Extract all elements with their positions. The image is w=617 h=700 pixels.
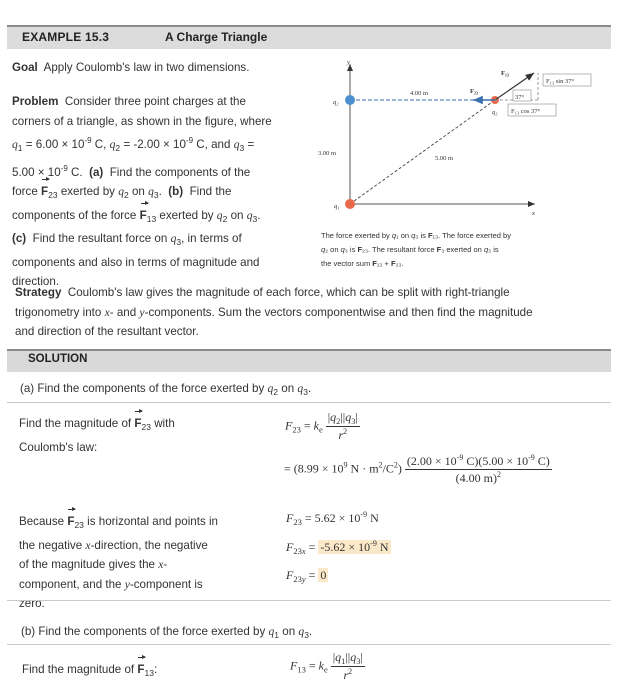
y-axis-label: y — [347, 59, 350, 66]
dist-300-label: 3.00 m — [318, 150, 337, 157]
find-magnitude-f13: Find the magnitude of $F_{13}$: — [22, 660, 157, 684]
q1-label: q₁ — [334, 203, 340, 210]
example-title: A Charge Triangle — [165, 30, 268, 44]
dist-400-label: 4.00 m — [410, 90, 429, 97]
numeric-substitution: = ($8.99 \times 10^9$ $N \cdot m^2/C^2$) $\frac{(2.00 \times 10^{-9} C)(5.00 \times 10^{-9} C)}{(4.00 m)^2}$ — [284, 453, 550, 485]
because-explanation: Because $F_{23}$ is horizontal and points in the negative x-direction, the negative of the magnitude gives the x- component, and the y-component is zero. — [19, 512, 249, 614]
q2-label: q₂ — [333, 99, 339, 106]
charge-q2 — [345, 95, 355, 105]
solution-label: SOLUTION — [28, 353, 88, 365]
strategy-text: Strategy Coulomb's law gives the magnitude of each force, which can be split with right-triangle trigonometry into x- and y-components. Sum the vectors componentwise and then find the magnitude and direction of the resultant vector. — [15, 286, 533, 338]
dist-500-label: 5.00 m — [435, 155, 454, 162]
f23-result: $F_{23} = 5.62 \times 10^{-9}$ N — [286, 510, 379, 527]
charge-q1 — [345, 199, 355, 209]
divider-b — [7, 600, 611, 601]
x-axis-label: x — [532, 210, 535, 217]
example-number: EXAMPLE 15.3 — [22, 30, 110, 44]
divider-c — [7, 644, 611, 645]
divider-a — [7, 402, 611, 403]
find-magnitude-f23: Find the magnitude of $F_{23}$ with Coulomb's law: — [19, 414, 175, 457]
goal: Goal Apply Coulomb's law in two dimensions. — [12, 61, 250, 74]
f23-label: F₂₃ — [470, 88, 478, 95]
charge-triangle-figure — [310, 52, 610, 222]
f23x-result: $F_{23x} = -5.62 \times 10^{-9}$ N — [286, 539, 389, 556]
coulomb-formula-b: $F_{13} = k_e$ $\frac{|q_1||q_3|}{r^2}$ — [290, 650, 363, 682]
sin-label: F₁₃ sin 37° — [546, 78, 575, 85]
coulomb-formula-a: $F_{23} = k_e$ $\frac{|q_2||q_3|}{r^2}$ — [285, 410, 358, 442]
f23y-result: $F_{23y} = 0$ — [286, 568, 327, 584]
part-b-question: (b) Find the components of the force exerted by $q_1$ on $q_3$. — [21, 625, 313, 640]
f13-label: F₁₃ — [501, 70, 509, 77]
figure-caption: The force exerted by q₁ on q₃ is F₁₃. The force exerted by q₂ on q₃ is F₂₃. The resultant force F₃ exerted on q₃ is the vector sum F₁₃ + F₂₃. — [321, 231, 511, 268]
angle-label: 37° — [515, 94, 525, 101]
part-a-question: (a) Find the components of the force exerted by $q_2$ on $q_3$. — [20, 382, 312, 397]
problem-text: Problem Consider three point charges at the corners of a triangle, as shown in the figure, where $q_1 = 6.00 \times 10^{-9}$ C, $q_2 = -2.00 \times 10^{-9}$ C, and $q_3$ = $5.00 \times 10^{-9}$ C. (a) Find the components of the force $F_{23}$ exerted by $q_2$ on $q_3$. (b) Find the components of the force $F_{13}$ exerted by $q_2$ on $q_3$. (c) Find the resultant force on $q_3$, in terms of components and also in terms of magnitude and direction. — [12, 95, 272, 288]
side-q1-q3 — [350, 100, 495, 204]
solution-bar — [7, 349, 611, 372]
q3-label: q₃ — [492, 109, 498, 116]
cos-label: F₁₃ cos 37° — [511, 108, 541, 115]
